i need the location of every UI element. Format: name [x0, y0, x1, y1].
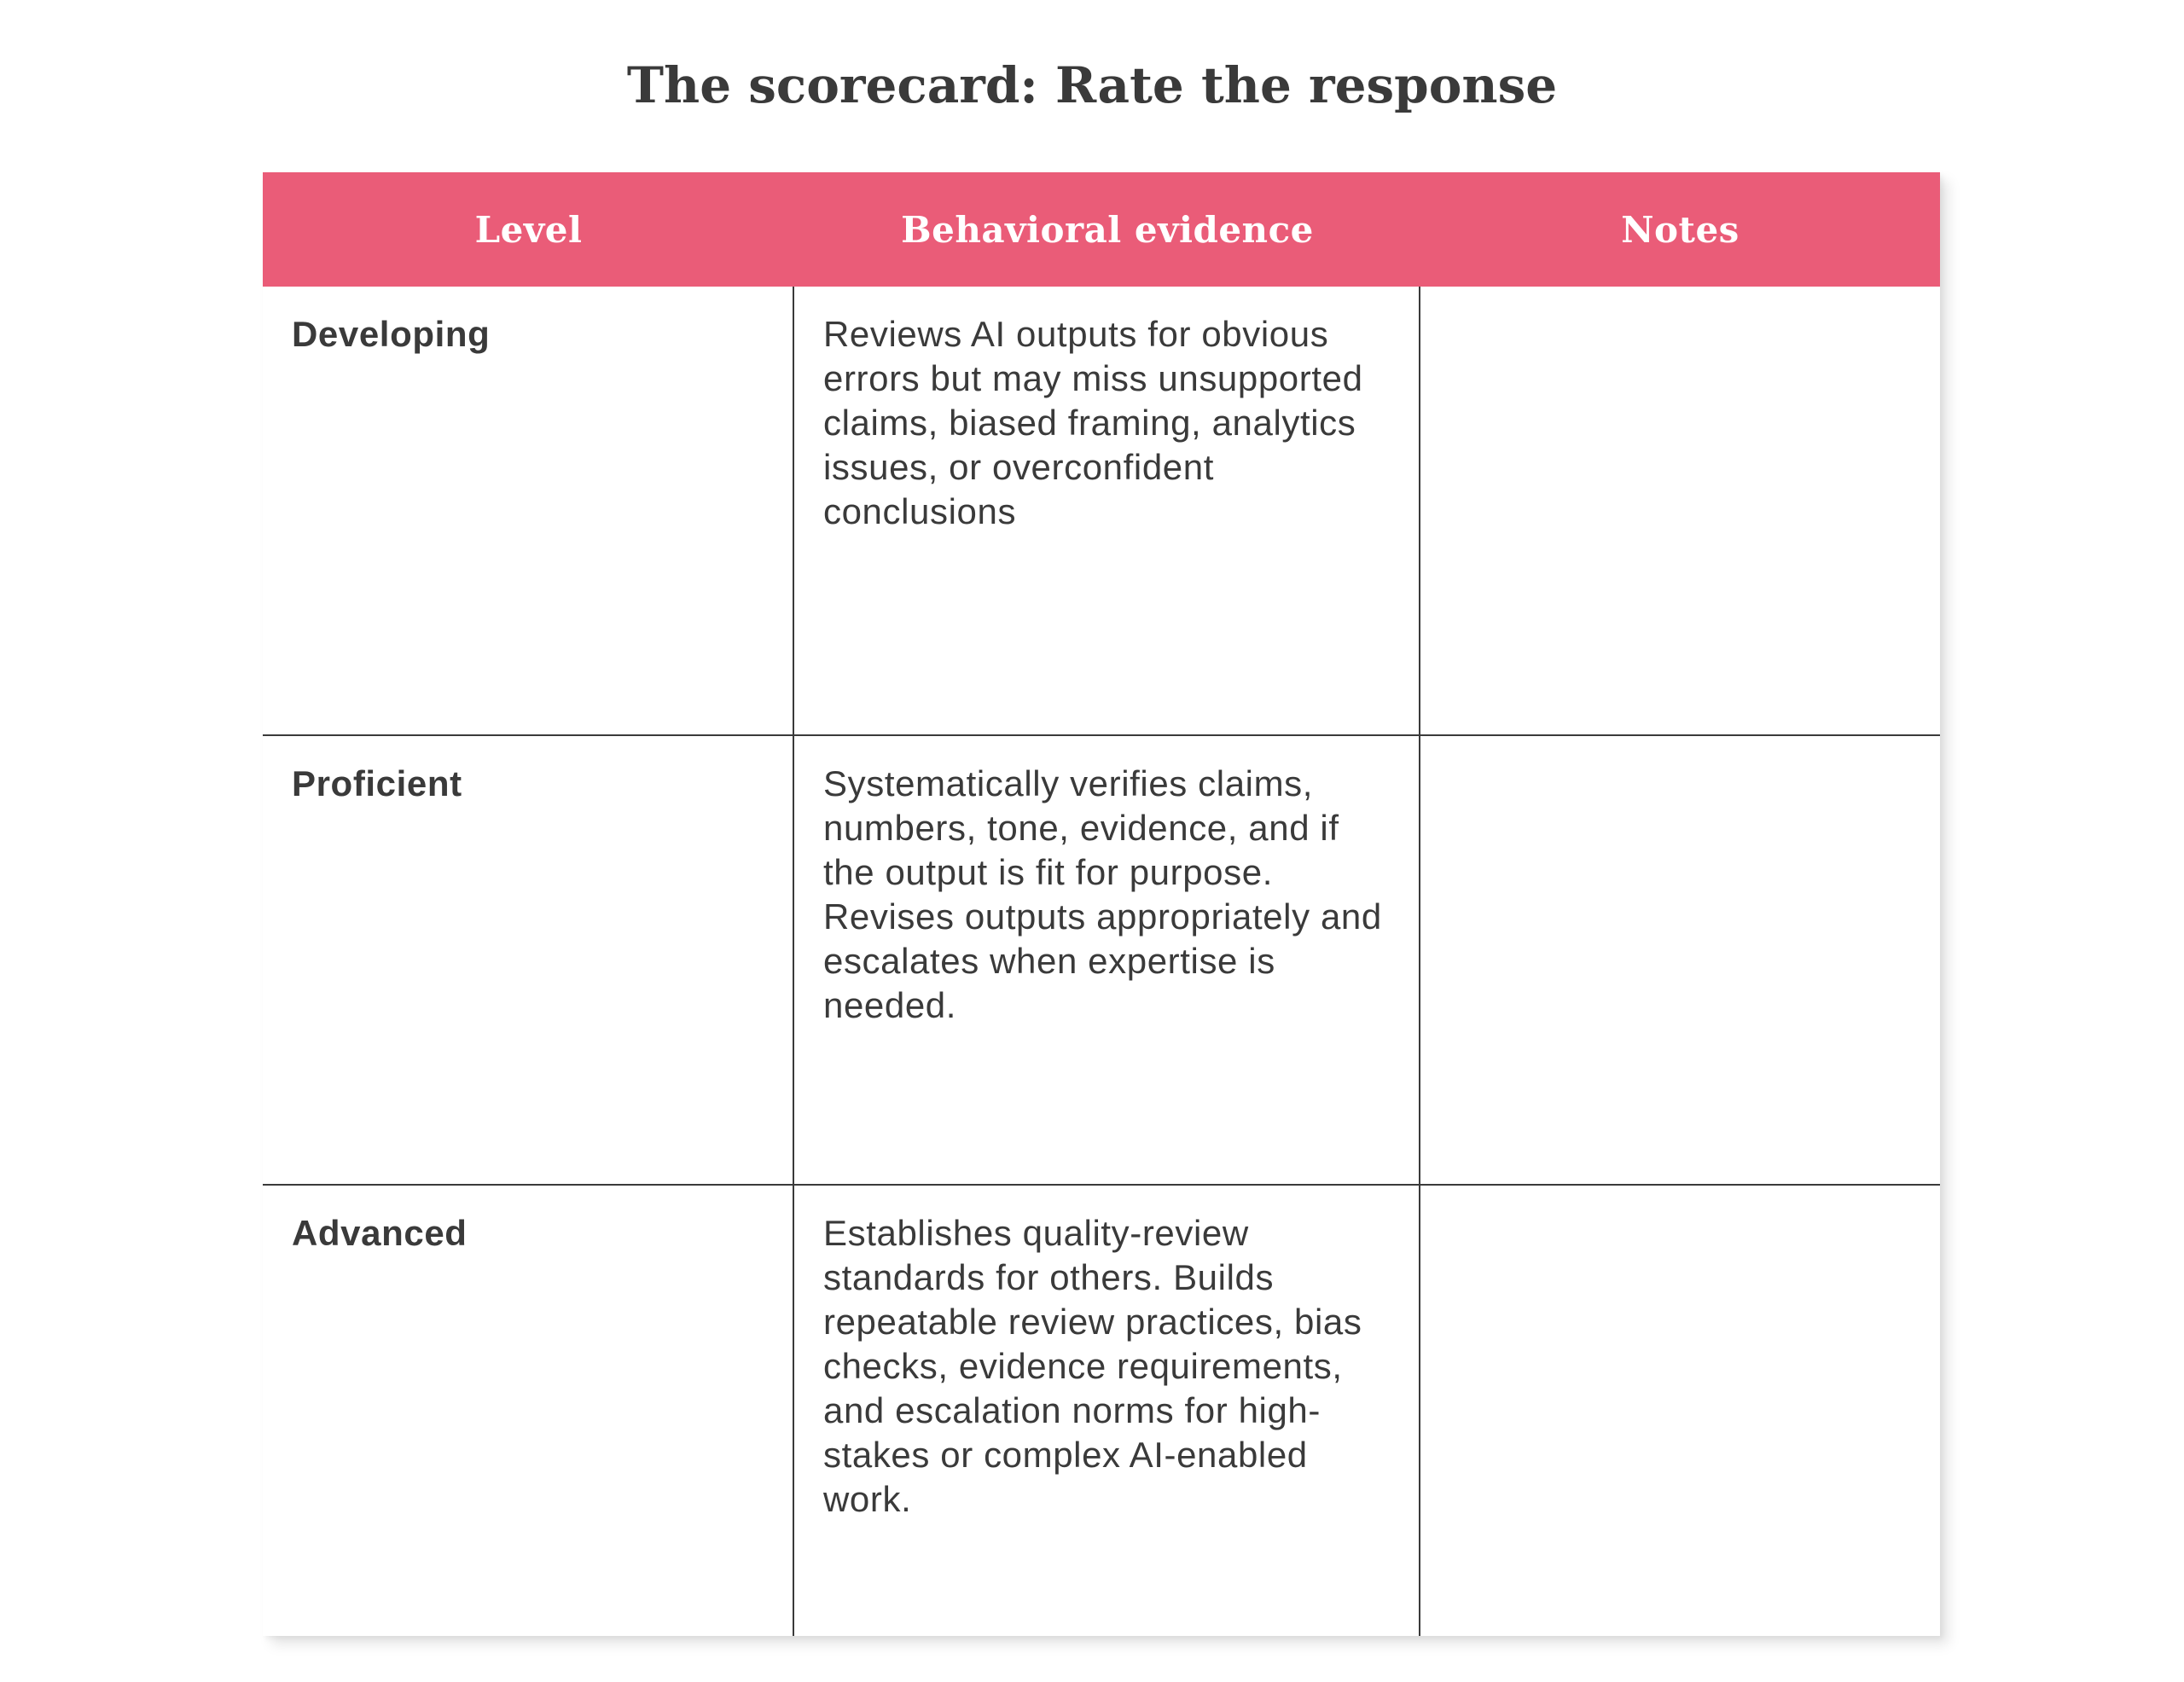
- header-notes: Notes: [1420, 172, 1940, 287]
- header-behavioral-evidence: Behavioral evidence: [794, 172, 1420, 287]
- page-title: The scorecard: Rate the response: [626, 56, 1558, 114]
- row-developing-evidence: Reviews AI outputs for obvious errors but may miss unsupported claims, biased framing, analytics issues, or overconfident conclusions: [794, 287, 1420, 736]
- header-level: Level: [263, 172, 794, 287]
- row-developing-level: Developing: [263, 287, 794, 736]
- row-proficient-notes[interactable]: [1420, 736, 1940, 1186]
- row-proficient-evidence: Systematically verifies claims, numbers, tone, evidence, and if the output is fit for purpose. Revises outputs appropriately and escalates when expertise is needed.: [794, 736, 1420, 1186]
- row-developing-notes[interactable]: [1420, 287, 1940, 736]
- row-proficient-level: Proficient: [263, 736, 794, 1186]
- scorecard-table: [263, 172, 1940, 1636]
- row-advanced-level: Advanced: [263, 1186, 794, 1636]
- row-advanced-notes[interactable]: [1420, 1186, 1940, 1636]
- row-advanced-evidence: Establishes quality-review standards for others. Builds repeatable review practices, bias checks, evidence requirements, and escalation norms for high-stakes or complex AI-enabled work.: [794, 1186, 1420, 1636]
